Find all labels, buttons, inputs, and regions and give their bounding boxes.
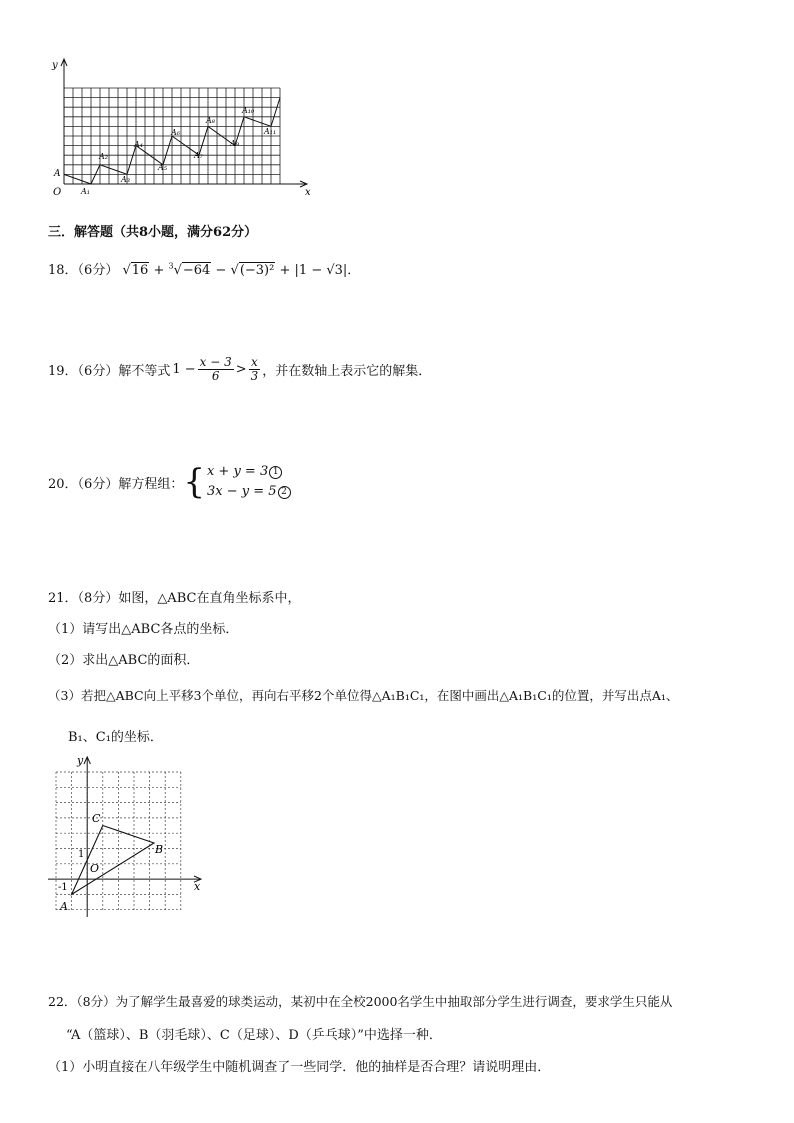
q22-line-2: （1）小明直接在八年级学生中随机调查了一些同学．他的抽样是否合理？请说明理由． [48,1060,551,1075]
zigzag-grid-figure [44,54,324,200]
axes [48,757,201,917]
fig21-x-label: x [194,880,201,893]
q20-eq1 [207,462,291,482]
fig21-neg-one-label: -1 [58,882,68,893]
question-19 [48,356,431,382]
point-label-A6: A₆ [171,128,180,137]
fig21-b-label: B [155,843,164,856]
question-20 [48,462,291,502]
left-brace-icon: { [183,462,205,503]
q21-line-0: 21．（8分）如图，△ABC在直角坐标系中， [48,591,301,606]
q21-line-4: B₁、C₁的坐标． [68,730,163,745]
point-label-A2: A₂ [99,152,108,161]
q20-prefix: 20．（6分）解方程组： [48,476,184,492]
q21-line-3: （3）若把△ABC向上平移3个单位，再向右平移2个单位得△A₁B₁C₁，在图中画出△A₁B₁C₁的位置，并写出点A₁、 [48,688,679,703]
q18-sqrt-square: √(−3)² [230,263,275,278]
section-heading: 三．解答题（共8小题，满分62分） [48,225,258,240]
q19-prefix: 19．（6分）解不等式 [48,363,171,379]
q19-gt: > [235,361,247,377]
origin-label: O [53,187,62,198]
q18-sqrt16-arg: 16 [131,263,149,278]
q20-eq2 [207,482,291,502]
fig21-c-label: C [92,812,101,825]
q18-plus2: + [279,263,291,278]
point-label-A9: A₉ [230,139,239,148]
q19-suffix: ，并在数轴上表示它的解集． [262,363,432,379]
q18-cbrt: $^3$√−64 [168,261,211,278]
q18-cbrt-index: 3 [168,261,174,271]
q22-line-1: “A（篮球）、B（羽毛球）、C（足球）、D（乒乓球）”中选择一种． [66,1028,442,1043]
q18-minus: − [215,263,227,278]
q18-plus1: + [153,263,165,278]
point-label-A3: A₃ [121,175,130,184]
point-label-A4: A₄ [134,140,143,149]
axis-y-label: y [52,60,58,71]
dashed-grid [56,772,181,910]
q19-frac1-den: 6 [211,368,220,383]
q19-fraction-1 [198,356,234,382]
q19-frac1-num: x − 3 [199,355,232,369]
circled-number-icon: 2 [278,486,291,499]
q21-line-1: （1）请写出△ABC各点的坐标． [48,622,239,637]
axes [61,59,307,187]
triangle-grid-figure [44,752,214,920]
point-label-A1: A₁ [81,187,90,196]
circled-number-icon: 1 [269,466,282,479]
q18-prefix: 18．（6分） [48,263,119,278]
fig21-one-label: 1 [78,849,85,860]
q21-line-2: （2）求出△ABC的面积． [48,653,200,668]
q18-abs: |1 − √3| [294,263,348,278]
q19-frac2-den: 3 [250,368,259,383]
question-18 [48,259,360,278]
point-label-A8: A₈ [206,116,215,125]
fig21-a-label: A [60,900,68,913]
q18-sqrt-square-arg: (−3)² [239,263,275,278]
q18-end: ． [347,263,361,278]
q20-eq1-text: x + y = 3 [206,464,269,479]
point-label-A: A [54,169,61,179]
q18-cbrt-arg: −64 [182,263,211,278]
q20-eq2-text: 3x − y = 5 [206,484,277,500]
point-label-A11: A₁₁ [264,127,277,136]
point-label-A10: A₁₀ [242,106,255,115]
q19-frac2-num: x [251,355,258,369]
q20-equation-system [183,462,290,502]
axis-x-label: x [305,187,311,198]
q18-sqrt16: √16 [122,263,149,278]
q19-fraction-2 [249,356,261,382]
q22-line-0: 22．（8分）为了解学生最喜爱的球类运动，某初中在全校2000名学生中抽取部分学生进行调查，要求学生只能从 [48,994,673,1009]
point-label-A5: A₅ [158,163,167,172]
fig21-y-label: y [77,754,84,767]
fig21-o-label: O [90,862,100,875]
q19-one-minus: 1 − [172,361,196,377]
point-label-A7: A₇ [194,151,203,160]
